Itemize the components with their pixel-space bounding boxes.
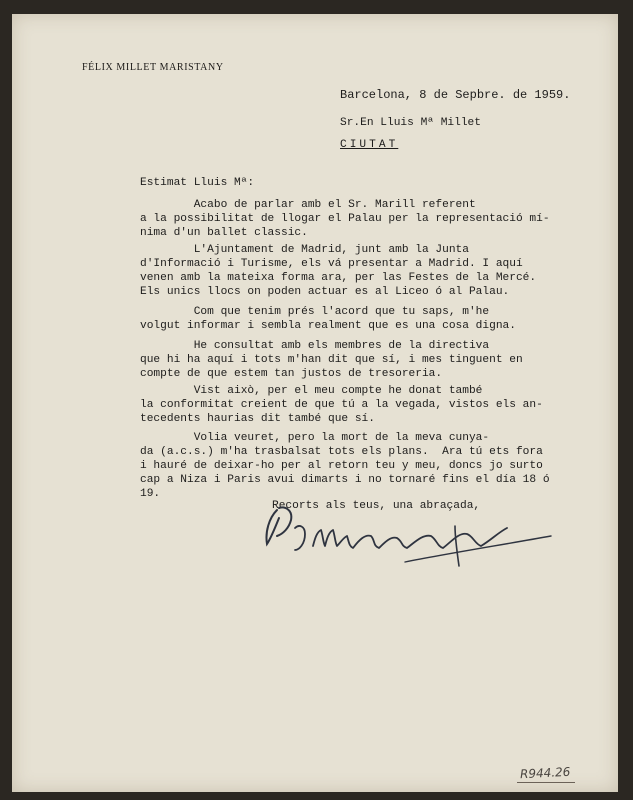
letter-date: Barcelona, 8 de Sepbre. de 1959. (340, 88, 571, 102)
archive-underline (517, 782, 575, 783)
paragraph: Volia veuret, pero la mort de la meva cunya- da (a.c.s.) m'ha trasbalsat tots els plans. Ara tú ets fora i hauré de deixar-ho per al retorn teu y meu, doncs jo surto cap a Niza i Paris avui dimarts i no tornaré fins el día 18 ó 19. (140, 432, 550, 500)
paragraph: He consultat amb els membres de la directiva que hi ha aquí i tots m'han dit que sí, i mes tinguent en compte de que estem tan justos de tresoreria. (140, 340, 523, 380)
addressee: Sr.En Lluis Mª Millet (340, 117, 481, 129)
paragraph: Acabo de parlar amb el Sr. Marill referent a la possibilitat de llogar el Palau per la representació mí- nima d'un ballet classic. (140, 199, 550, 239)
paragraph: Com que tenim prés l'acord que tu saps, m'he volgut informar i sembla realment que es una cosa digna. (140, 306, 516, 332)
closing: Recorts als teus, una abraçada, (272, 500, 481, 512)
handwritten-signature (255, 488, 560, 598)
paragraph: L'Ajuntament de Madrid, junt amb la Junta d'Informació i Turisme, els vá presentar a Madrid. I aquí venen amb la mateixa forma ara, per las Festes de la Mercé. Els unics llocs on poden actuar es al Liceo ó al Palau. (140, 244, 537, 298)
greeting: Estimat Lluis Mª: (140, 177, 255, 189)
paragraph: Vist això, per el meu compte he donat també la conformitat creient de que tú a la vegada, vistos els an- tecedents haurias dit també que sí. (140, 385, 543, 425)
city: CIUTAT (340, 139, 399, 151)
letterhead: FÉLIX MILLET MARISTANY (82, 62, 224, 73)
archive-reference: R944.26 (519, 764, 571, 782)
